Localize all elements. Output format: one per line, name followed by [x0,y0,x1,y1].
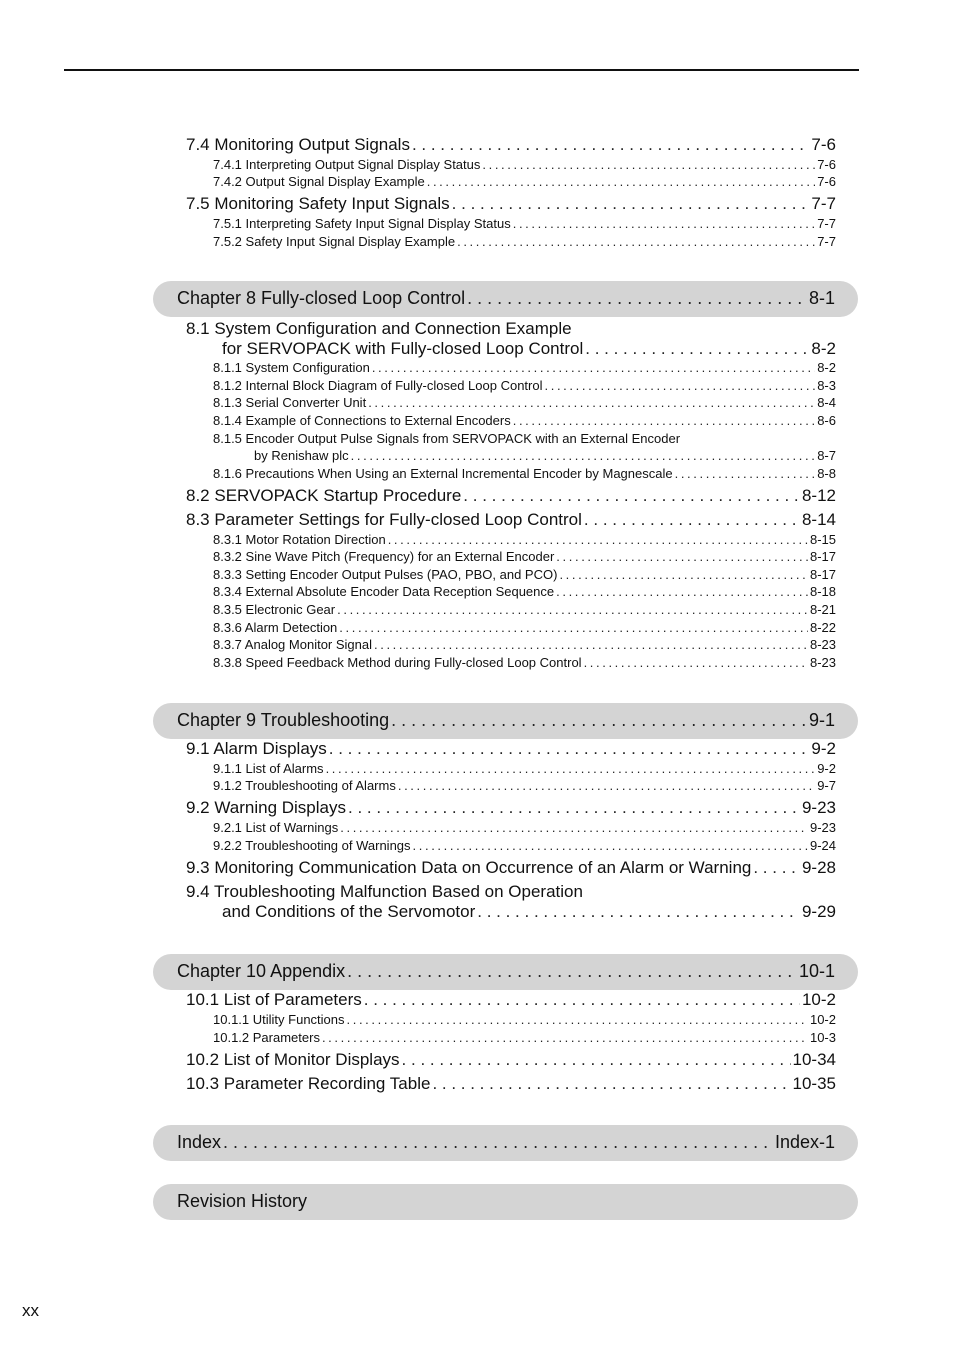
entry-page: 9-28 [801,858,836,877]
toc-entry-8-1[interactable] [222,339,836,361]
entry-title: 7.5 Monitoring Safety Input Signals [186,194,450,213]
entry-page: 10-3 [809,1030,836,1045]
entry-title: 9.1.1 List of Alarms [213,761,324,776]
entry-title: 8.1.3 Serial Converter Unit [213,395,367,410]
entry-title: 7.4.2 Output Signal Display Example [213,174,425,189]
entry-page: 8-6 [817,413,836,428]
index-page: Index-1 [774,1132,835,1152]
toc-entry-8-1-line1[interactable]: 8.1 System Configuration and Connection Example [186,319,572,338]
entry-title: 8.2 SERVOPACK Startup Procedure [186,486,462,505]
entry-page: 9-2 [817,761,836,776]
dot-leader [513,413,815,428]
index-heading[interactable] [153,1125,858,1161]
toc-entry-10-1-1[interactable] [213,1012,836,1029]
toc-entry-9-4-line1[interactable]: 9.4 Troubleshooting Malfunction Based on Operation [186,882,583,901]
toc-entry-7-5[interactable] [186,194,836,216]
dot-leader [584,655,808,670]
toc-entry-8-3-4[interactable] [213,584,836,601]
entry-title: for SERVOPACK with Fully-closed Loop Control [222,339,584,358]
dot-leader [223,1132,773,1153]
chapter-title: Chapter 8 Fully-closed Loop Control [177,288,466,308]
entry-page: 8-3 [817,378,836,393]
chapter-page: 8-1 [808,288,835,308]
entry-page: 8-14 [801,510,836,529]
entry-page: 10-2 [801,990,836,1009]
entry-title: and Conditions of the Servomotor [222,902,476,921]
entry-page: 9-23 [801,798,836,817]
entry-title: 8.3.4 External Absolute Encoder Data Reception Sequence [213,584,555,599]
entry-title: 9.2.2 Troubleshooting of Warnings [213,838,411,853]
revision-history-title: Revision History [177,1191,308,1211]
dot-leader [326,761,816,776]
dot-leader [559,567,808,582]
entry-page: 8-7 [817,448,836,463]
dot-leader [463,486,800,506]
dot-leader [364,990,800,1010]
dot-leader [337,602,808,617]
dot-leader [427,174,815,189]
toc-entry-8-1-5[interactable] [254,448,836,465]
dot-leader [351,448,816,463]
entry-title: 7.4 Monitoring Output Signals [186,135,410,154]
toc-entry-10-1-2[interactable] [213,1030,836,1047]
entry-page: 8-15 [809,532,836,547]
header-rule [64,69,859,71]
entry-title: 8.3.3 Setting Encoder Output Pulses (PAO, PBO, and PCO) [213,567,558,582]
entry-title: 8.1.4 Example of Connections to External Encoders [213,413,511,428]
revision-history-heading[interactable] [153,1184,858,1220]
dot-leader [398,778,815,793]
toc-entry-7-4[interactable] [186,135,836,157]
entry-page: 10-35 [792,1074,836,1093]
dot-leader [348,798,800,818]
toc-entry-7-5-2[interactable] [213,234,836,251]
entry-title: 7.4.1 Interpreting Output Signal Display Status [213,157,481,172]
toc-entry-9-3[interactable] [186,858,836,880]
entry-title: 8.1.1 System Configuration [213,360,370,375]
entry-page: 7-7 [811,194,836,213]
entry-page: 8-8 [817,466,836,481]
dot-leader [368,395,815,410]
entry-title: 10.2 List of Monitor Displays [186,1050,400,1069]
dot-leader [675,466,816,481]
dot-leader [585,339,809,359]
dot-leader [372,360,815,375]
entry-page: 8-21 [809,602,836,617]
dot-leader [347,1012,808,1027]
toc-entry-8-3-7[interactable] [213,637,836,654]
toc-entry-8-1-1[interactable] [213,360,836,377]
toc-entry-8-3-3[interactable] [213,567,836,584]
toc-entry-8-3[interactable] [186,510,836,532]
entry-title: 8.3.8 Speed Feedback Method during Fully-closed Loop Control [213,655,582,670]
entry-title: 9.2 Warning Displays [186,798,346,817]
toc-entry-8-3-8[interactable] [213,655,836,672]
dot-leader [388,532,808,547]
entry-title: 10.1.1 Utility Functions [213,1012,345,1027]
dot-leader [545,378,816,393]
toc-entry-8-3-1[interactable] [213,532,836,549]
entry-title: 8.1.6 Precautions When Using an External Incremental Encoder by Magnescale [213,466,673,481]
entry-page: 7-6 [811,135,836,154]
entry-title: 9.2.1 List of Warnings [213,820,339,835]
dot-leader [584,510,800,530]
entry-title: by Renishaw plc [254,448,349,463]
toc-entry-8-1-4[interactable] [213,413,836,430]
toc-entry-9-1-2[interactable] [213,778,836,795]
dot-leader [452,194,810,214]
entry-page: 8-23 [809,655,836,670]
entry-page: 7-7 [817,216,836,231]
toc-entry-8-3-2[interactable] [213,549,836,566]
chapter-title: Chapter 10 Appendix [177,961,346,981]
toc-entry-9-4[interactable] [222,902,836,924]
entry-title: 9.3 Monitoring Communication Data on Occurrence of an Alarm or Warning [186,858,752,877]
entry-title: 8.3.6 Alarm Detection [213,620,338,635]
dot-leader [477,902,800,922]
toc-entry-8-1-3[interactable] [213,395,836,412]
entry-page: 8-2 [811,339,836,358]
dot-leader [457,234,815,249]
toc-entry-9-2-1[interactable] [213,820,836,837]
entry-title: 7.5.2 Safety Input Signal Display Example [213,234,456,249]
toc-entry-7-4-2[interactable] [213,174,836,191]
toc-entry-10-2[interactable] [186,1050,836,1072]
entry-page: 8-17 [809,567,836,582]
toc-entry-8-2[interactable] [186,486,836,508]
entry-page: 9-7 [817,778,836,793]
entry-page: 8-17 [809,549,836,564]
toc-entry-7-5-1[interactable] [213,216,836,233]
chapter-page: 9-1 [808,710,835,730]
dot-leader [413,838,808,853]
dot-leader [329,739,810,759]
toc-entry-9-1[interactable] [186,739,836,761]
dot-leader [753,858,800,878]
entry-page: 8-18 [809,584,836,599]
entry-page: 8-4 [817,395,836,410]
dot-leader [467,288,807,309]
dot-leader [432,1074,790,1094]
toc-entry-9-1-1[interactable] [213,761,836,778]
entry-title: 8.3.1 Motor Rotation Direction [213,532,386,547]
chapter-title: Chapter 9 Troubleshooting [177,710,390,730]
dot-leader [340,820,808,835]
toc-entry-8-1-5-line1[interactable]: 8.1.5 Encoder Output Pulse Signals from SERVOPACK with an External Encoder [213,431,681,446]
toc-entry-9-2-2[interactable] [213,838,836,855]
toc-entry-8-1-6[interactable] [213,466,836,483]
dot-leader [391,710,807,731]
toc-entry-8-3-5[interactable] [213,602,836,619]
entry-title: 7.5.1 Interpreting Safety Input Signal Display Status [213,216,511,231]
entry-title: 8.1.2 Internal Block Diagram of Fully-closed Loop Control [213,378,543,393]
dot-leader [339,620,808,635]
entry-page: 8-2 [817,360,836,375]
entry-page: 7-7 [817,234,836,249]
dot-leader [322,1030,808,1045]
dot-leader [374,637,808,652]
dot-leader [347,961,797,982]
dot-leader [556,549,808,564]
entry-page: 9-2 [811,739,836,758]
chapter-10-heading[interactable] [153,954,858,990]
entry-title: 8.3 Parameter Settings for Fully-closed Loop Control [186,510,582,529]
entry-page: 7-6 [817,157,836,172]
entry-title: 9.1 Alarm Displays [186,739,327,758]
index-title: Index [177,1132,222,1152]
toc-entry-9-2[interactable] [186,798,836,820]
entry-page: 8-23 [809,637,836,652]
dot-leader [513,216,815,231]
entry-title: 9.1.2 Troubleshooting of Alarms [213,778,396,793]
dot-leader [402,1050,791,1070]
chapter-page: 10-1 [798,961,835,981]
entry-title: 8.3.7 Analog Monitor Signal [213,637,372,652]
toc-entry-10-1[interactable] [186,990,836,1012]
entry-title: 10.1.2 Parameters [213,1030,320,1045]
dot-leader [412,135,809,155]
chapter-8-heading[interactable] [153,281,858,317]
entry-title: 10.1 List of Parameters [186,990,362,1009]
chapter-9-heading[interactable] [153,703,858,739]
entry-title: 10.3 Parameter Recording Table [186,1074,431,1093]
entry-page: 9-24 [809,838,836,853]
dot-leader [482,157,815,172]
toc-entry-8-1-2[interactable] [213,378,836,395]
entry-title: 8.3.2 Sine Wave Pitch (Frequency) for an External Encoder [213,549,555,564]
entry-page: 9-29 [801,902,836,921]
page-number: xx [22,1301,39,1320]
dot-leader [556,584,808,599]
entry-page: 10-34 [792,1050,836,1069]
toc-entry-7-4-1[interactable] [213,157,836,174]
entry-page: 8-12 [801,486,836,505]
toc-entry-10-3[interactable] [186,1074,836,1096]
toc-entry-8-3-6[interactable] [213,620,836,637]
entry-title: 8.3.5 Electronic Gear [213,602,336,617]
entry-page: 10-2 [809,1012,836,1027]
entry-page: 9-23 [809,820,836,835]
entry-page: 8-22 [809,620,836,635]
entry-page: 7-6 [817,174,836,189]
